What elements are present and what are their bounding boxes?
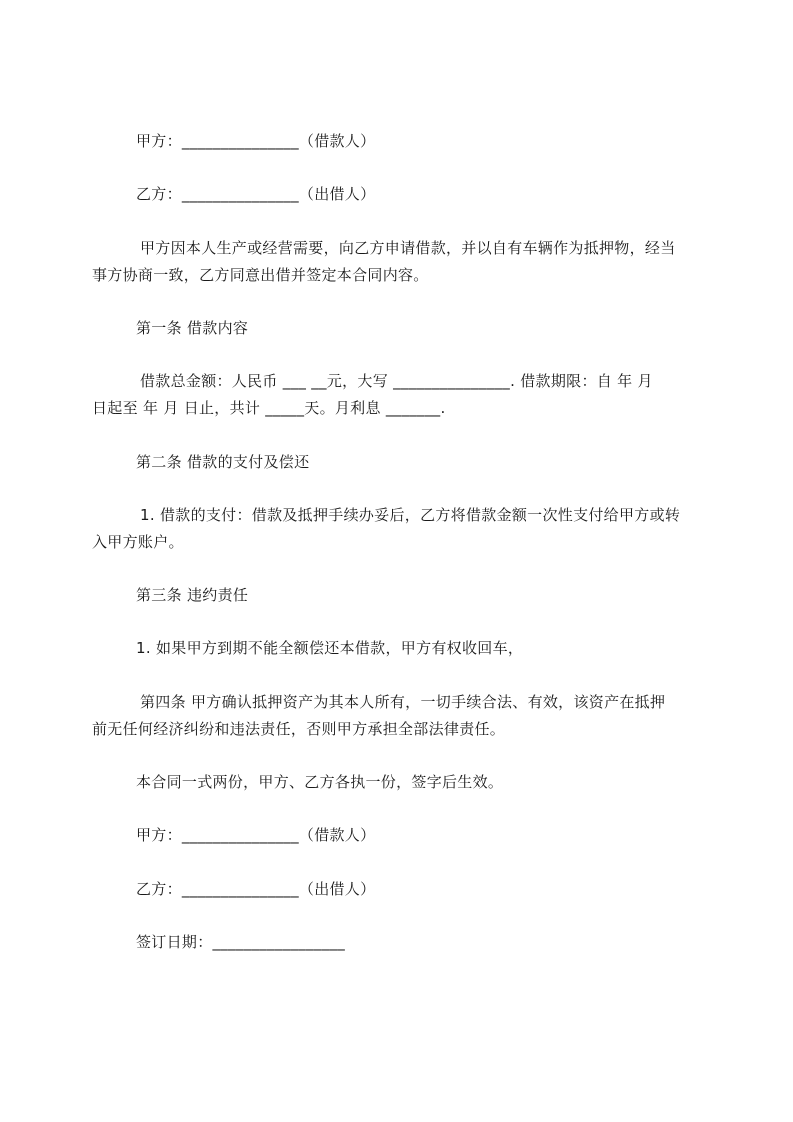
article-3-item-1: 1. 如果甲方到期不能全额偿还本借款，甲方有权收回车， xyxy=(136,639,524,657)
article-2-line-1: 1. 借款的支付：借款及抵押手续办妥后，乙方将借款金额一次性支付给甲方或转 xyxy=(140,506,681,524)
article-2-line-2: 入甲方账户。 xyxy=(92,533,184,551)
article-4-line-2: 前无任何经济纠纷和违法责任，否则甲方承担全部法律责任。 xyxy=(92,720,506,738)
party-b-line-top: 乙方：_______________（出借人） xyxy=(136,185,376,203)
article-3-title: 第三条 违约责任 xyxy=(136,586,249,604)
intro-line-1: 甲方因本人生产或经营需要，向乙方申请借款，并以自有车辆作为抵押物，经当 xyxy=(140,239,676,257)
closing-statement: 本合同一式两份，甲方、乙方各执一份，签字后生效。 xyxy=(136,773,504,791)
party-a-line-top: 甲方：_______________（借款人） xyxy=(136,132,376,150)
article-1-line-2: 日起至 年 月 日止，共计 _____天。月利息 _______. xyxy=(92,399,446,417)
article-1-line-1: 借款总金额：人民币 ___ __元，大写 _______________. 借款期限：自 年 月 xyxy=(140,372,653,390)
signing-date-line: 签订日期：_________________ xyxy=(136,933,346,951)
party-b-line-bottom: 乙方：_______________（出借人） xyxy=(136,880,376,898)
article-1-title: 第一条 借款内容 xyxy=(136,319,249,337)
article-2-title: 第二条 借款的支付及偿还 xyxy=(136,453,310,471)
article-4-line-1: 第四条 甲方确认抵押资产为其本人所有，一切手续合法、有效，该资产在抵押 xyxy=(140,693,666,711)
party-a-line-bottom: 甲方：_______________（借款人） xyxy=(136,826,376,844)
intro-line-2: 事方协商一致，乙方同意出借并签定本合同内容。 xyxy=(92,266,429,284)
